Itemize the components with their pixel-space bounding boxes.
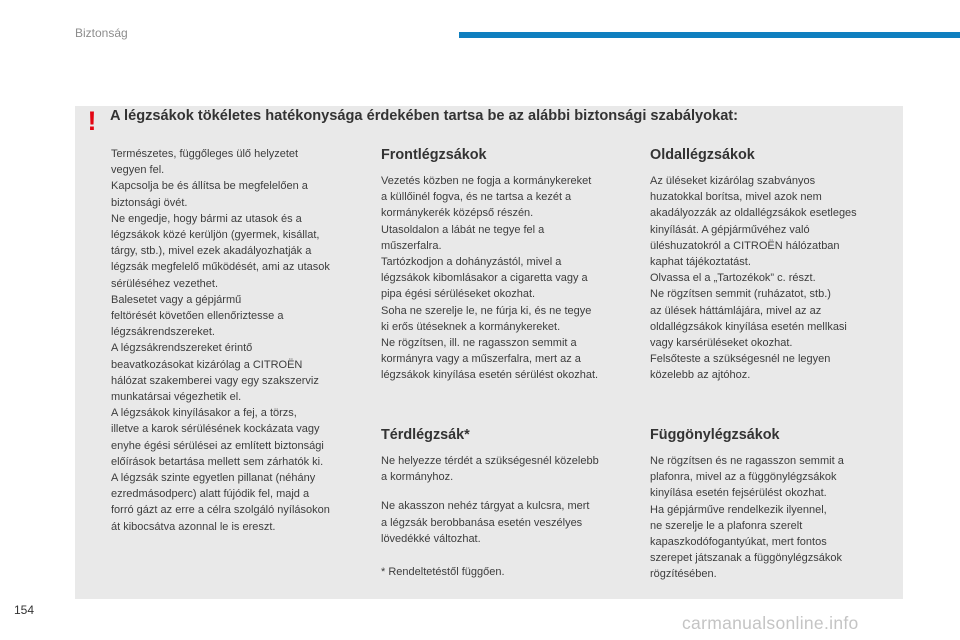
knee-airbag-text-1: Ne helyezze térdét a szükségesnél közelebb a kormányhoz. <box>381 455 599 484</box>
knee-airbag-section <box>381 426 636 580</box>
curtain-airbag-text: Ne rögzítsen és ne ragasszon semmit a plafonra, mivel az a függönylégzsákok kinyílása esetén fejsérülést okozhat. Ha gépjárműve rendelkezik ilyennel, ne szerelje le a plafonra szerelt kapaszkodófogantyúkat, mert fontos szerepet játszanak a függönylégzsákok rögzítésében. <box>650 455 844 581</box>
side-airbag-title: Oldallégzsákok <box>650 147 755 163</box>
side-airbag-text: Az üléseket kizárólag szabványos huzatokkal borítsa, mivel azok nem akadályozzák az oldallégzsákok esetleges kinyílását. A gépjárművéhez való üléshuzatokról a CITROËN hálózatban kaphat tájékoztatást. Olvassa el a „Tartozékok” c. részt. Ne rögzítsen semmit (ruházatot, stb.) az ülések háttámlájára, mivel az az oldallégzsákok kinyílása esetén mellkasi vagy karsérüléseket okozhat. Felsőteste a szükségesnél ne legyen közelebb az ajtóhoz. <box>650 175 857 382</box>
knee-airbag-text-2: Ne akasszon nehéz tárgyat a kulcsra, mert a légzsák berobbanása esetén veszélyes lövedékké változhat. <box>381 500 590 545</box>
panel-headline: A légzsákok tökéletes hatékonysága érdekében tartsa be az alábbi biztonsági szabályokat: <box>110 108 739 124</box>
intro-column <box>111 146 366 535</box>
front-airbag-text: Vezetés közben ne fogja a kormánykereket a küllőinél fogva, és ne tartsa a kezét a kormánykerék középső részén. Utasoldalon a lábát ne tegye fel a műszerfalra. Tartózkodjon a dohányzástól, mivel a légzsákok kibomlásakor a cigaretta vagy a pipa égési sérüléseket okozhat. Soha ne szerelje le, ne fúrja ki, és ne tegye ki erős ütéseknek a kormánykereket. Ne rögzítsen, ill. ne ragasszon semmit a kormányra vagy a műszerfalra, mert az a légzsákok kinyílása esetén sérülést okozhat. <box>381 175 599 382</box>
curtain-airbag-section <box>650 426 895 583</box>
watermark: carmanualsonline.info <box>682 613 859 633</box>
curtain-airbag-title: Függönylégzsákok <box>650 427 780 443</box>
front-airbag-section <box>381 146 636 384</box>
warning-icon: ! <box>87 106 97 136</box>
header-accent-bar <box>459 32 960 38</box>
page-number: 154 <box>14 603 35 617</box>
front-airbag-title: Frontlégzsákok <box>381 147 487 163</box>
knee-airbag-footnote: * Rendeltetéstől függően. <box>381 566 505 579</box>
knee-airbag-title: Térdlégzsák* <box>381 427 470 443</box>
section-title: Biztonság <box>75 26 128 40</box>
side-airbag-section <box>650 146 895 384</box>
intro-text: Természetes, függőleges ülő helyzetet vegyen fel. Kapcsolja be és állítsa be megfelelően a biztonsági övét. Ne engedje, hogy bármi az utasok és a légzsákok közé kerüljön (gyermek, kisállat, tárgy, stb.), mivel ezek akadályozhatják a légzsák megfelelő működését, ami az utasok sérüléséhez vezethet. Balesetet vagy a gépjármű feltörését követően ellenőriztesse a légzsákrendszereket. A légzsákrendszereket érintő beavatkozásokat kizárólag a CITROËN hálózat szakemberei vagy egy szakszerviz munkatársai végezhetik el. A légzsákok kinyílásakor a fej, a törzs, illetve a karok sérülésének kockázata vagy enyhe égési sérülései az említett biztonsági előírások betartása mellett sem zárhatók ki. A légzsák szinte egyetlen pillanat (néhány ezredmásodperc) alatt fújódik fel, majd a forró gázt az erre a célra szolgáló nyílásokon át kibocsátva azonnal le is ereszt. <box>111 148 330 533</box>
